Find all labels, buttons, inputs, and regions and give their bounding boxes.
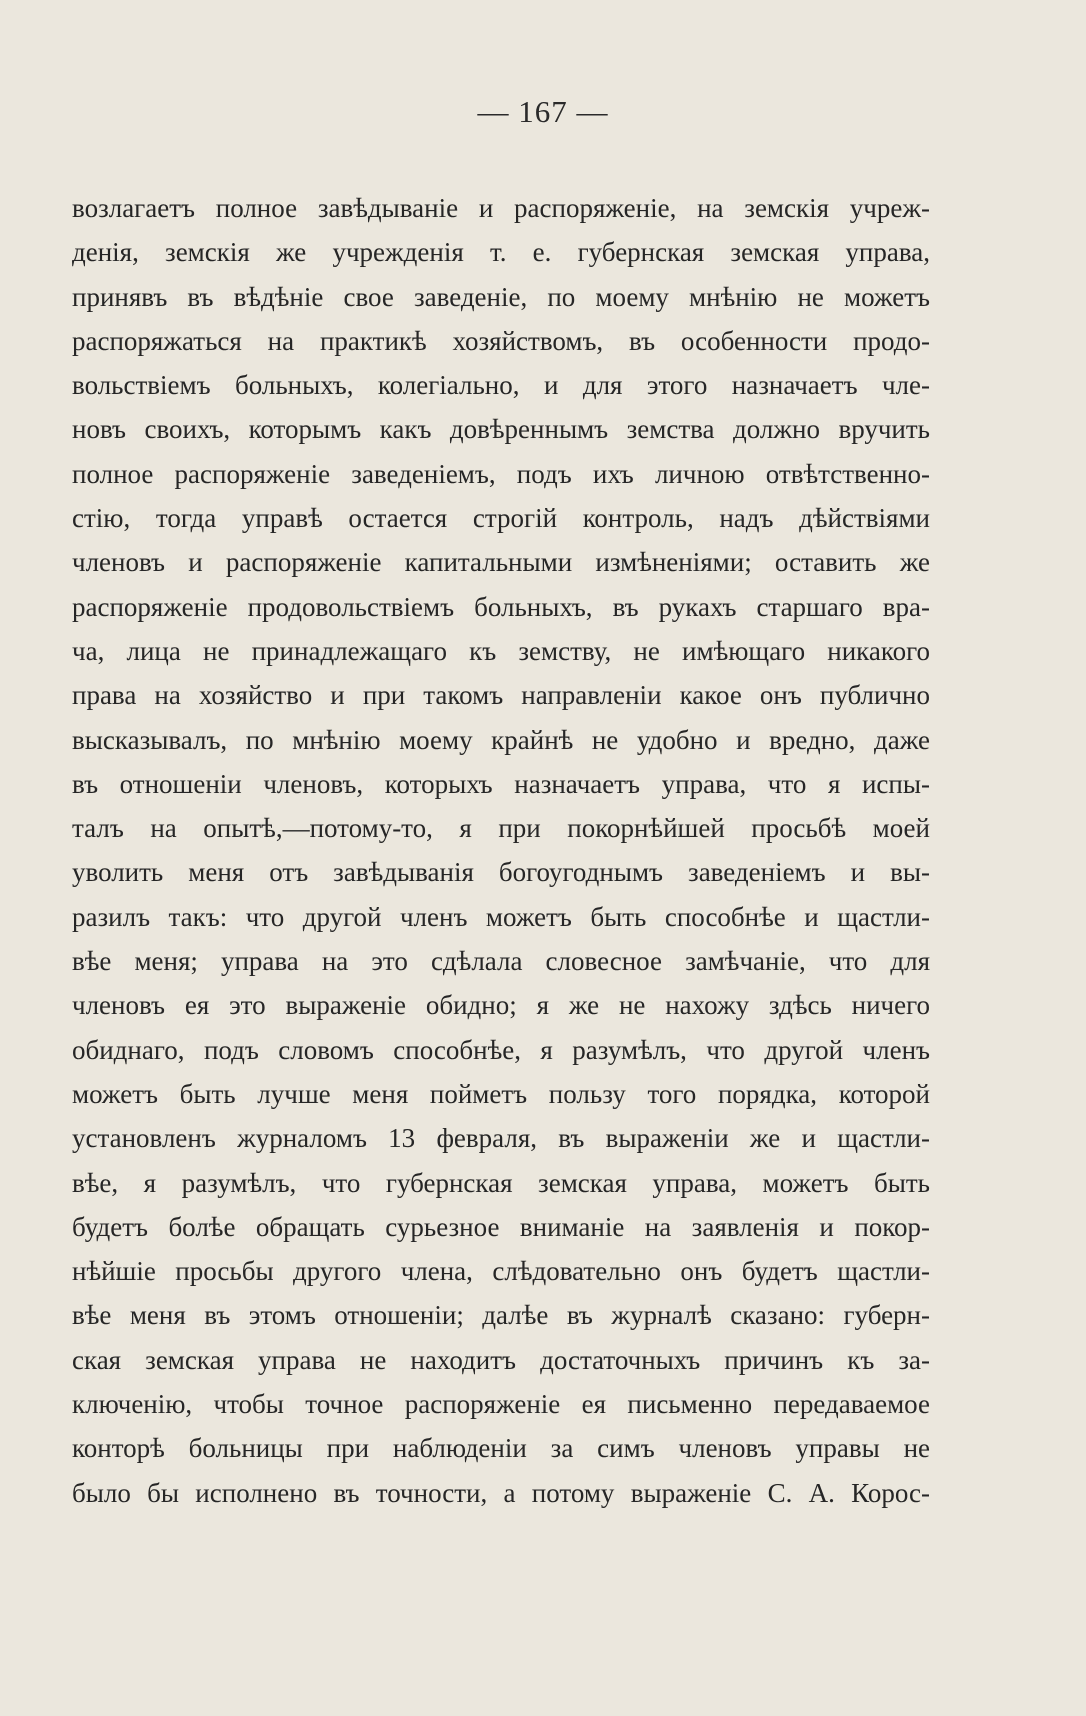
text-line: было бы исполнено въ точности, а потому выраженіе С. А. Корос- [72, 1477, 930, 1508]
text-line: членовъ ея это выраженіе обидно; я же не нахожу здѣсь ничего [72, 990, 930, 1021]
text-line: ская земская управа не находитъ достаточныхъ причинъ къ за- [72, 1344, 930, 1375]
text-line: вѣе меня въ этомъ отношеніи; далѣе въ журналѣ сказано: губерн- [72, 1300, 930, 1331]
text-line: членовъ и распоряженіе капитальными измѣненіями; оставить же [72, 547, 930, 578]
text-line: денія, земскія же учрежденія т. е. губернская земская управа, [72, 237, 930, 268]
text-line: конторѣ больницы при наблюденіи за симъ членовъ управы не [72, 1433, 930, 1464]
text-line: вѣе меня; управа на это сдѣлала словесное замѣчаніе, что для [72, 946, 930, 977]
text-line: принявъ въ вѣдѣніе свое заведеніе, по моему мнѣнію не можетъ [72, 281, 930, 312]
text-line: вѣе, я разумѣлъ, что губернская земская управа, можетъ быть [72, 1167, 930, 1198]
text-line: нѣйшіе просьбы другого члена, слѣдовательно онъ будетъ щастли- [72, 1256, 930, 1287]
text-line: полное распоряженіе заведеніемъ, подъ ихъ личною отвѣтственно- [72, 458, 930, 489]
text-line: талъ на опытѣ,—потому-то, я при покорнѣйшей просьбѣ моей [72, 813, 930, 844]
text-line: ча, лица не принадлежащаго къ земству, не имѣющаго никакого [72, 635, 930, 666]
text-line: стію, тогда управѣ остается строгій контроль, надъ дѣйствіями [72, 503, 930, 534]
text-line: можетъ быть лучше меня пойметъ пользу того порядка, которой [72, 1078, 930, 1109]
text-line: будетъ болѣе обращать сурьезное вниманіе на заявленія и покор- [72, 1211, 930, 1242]
text-line: новъ своихъ, которымъ какъ довѣреннымъ земства должно вручить [72, 414, 930, 445]
text-line: уволить меня отъ завѣдыванія богоугоднымъ заведеніемъ и вы- [72, 857, 930, 888]
text-line: вольствіемъ больныхъ, колегіально, и для этого назначаетъ чле- [72, 370, 930, 401]
text-line: возлагаетъ полное завѣдываніе и распоряженіе, на земскія учреж- [72, 193, 930, 223]
text-line: распоряженіе продовольствіемъ больныхъ, въ рукахъ старшаго вра- [72, 591, 930, 622]
text-line: обиднаго, подъ словомъ способнѣе, я разумѣлъ, что другой членъ [72, 1034, 930, 1065]
text-line: ключенію, чтобы точное распоряженіе ея письменно передаваемое [72, 1389, 930, 1420]
text-line: установленъ журналомъ 13 февраля, въ выраженіи же и щастли- [72, 1123, 930, 1154]
body-text [72, 186, 930, 1515]
text-line: въ отношеніи членовъ, которыхъ назначаетъ управа, что я испы- [72, 768, 930, 799]
text-line: распоряжаться на практикѣ хозяйствомъ, въ особенности продо- [72, 325, 930, 356]
text-line: высказывалъ, по мнѣнію моему крайнѣ не удобно и вредно, даже [72, 724, 930, 755]
text-line: разилъ такъ: что другой членъ можетъ быть способнѣе и щастли- [72, 901, 930, 932]
page-number: — 167 — [477, 94, 609, 129]
text-line: права на хозяйство и при такомъ направленіи какое онъ публично [72, 680, 930, 711]
